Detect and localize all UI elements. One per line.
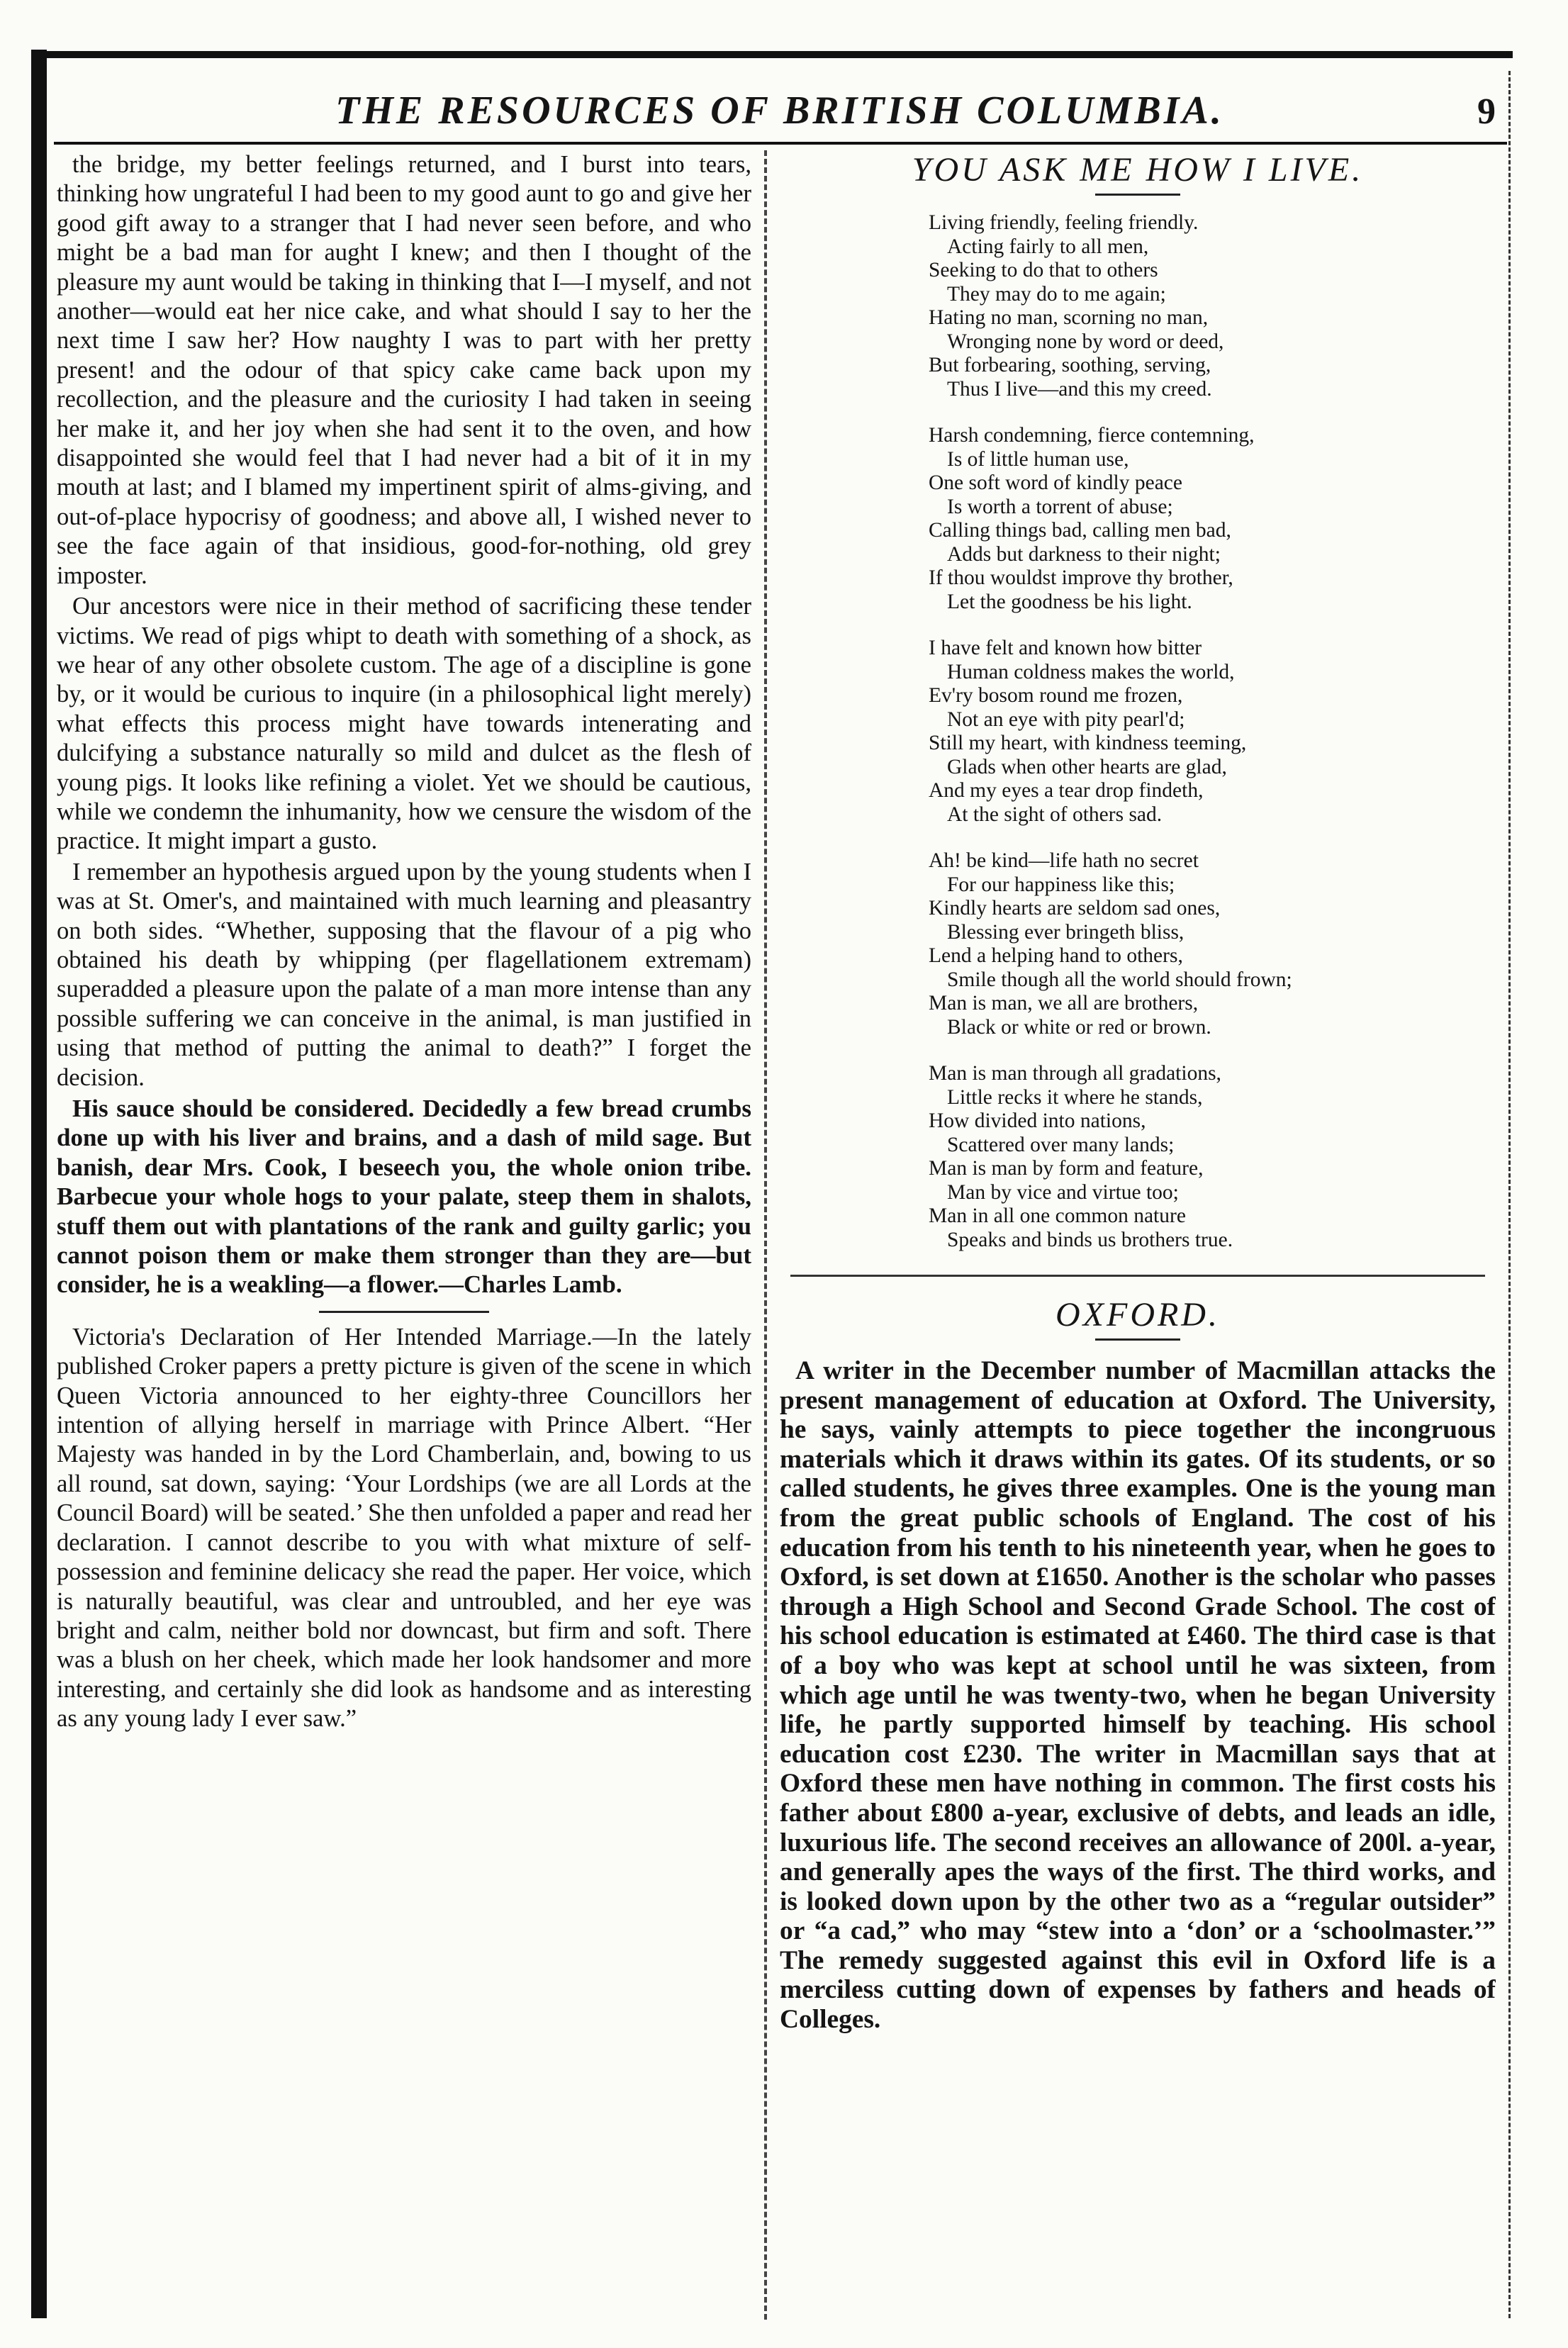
poem-line: Human coldness makes the world, (947, 660, 1235, 683)
right-column (780, 150, 1496, 2327)
poem-stanza (929, 1062, 1496, 1252)
poem-line: Living friendly, feeling friendly. (929, 211, 1199, 234)
poem-line: Still my heart, with kindness teeming, (929, 732, 1247, 754)
poem-line: Man by vice and virtue too; (947, 1180, 1179, 1204)
poem-line: Hating no man, scorning no man, (929, 306, 1209, 329)
section-separator (790, 1275, 1485, 1277)
article-paragraph: His sauce should be considered. Decidedly a few bread crumbs done up with his liver and brains, and a dash of mild sage. But banish, dear Mrs. Cook, I beseech you, the whole onion tribe. Barbecue your whole hogs to your palate, steep them in shalots, stuff them out with plantations of the rank and guilty garlic; you cannot poison them or make them stronger than they are—but consider, he is a weakling—a flower.—Charles Lamb. (57, 1095, 751, 1299)
poem-line: For our happiness like this; (947, 873, 1175, 896)
binding-edge-shadow (31, 50, 47, 2318)
poem-line: Not an eye with pity pearl'd; (947, 708, 1185, 731)
poem-line: Calling things bad, calling men bad, (929, 519, 1231, 542)
poem-line: Man is man through all gradations, (929, 1062, 1221, 1085)
poem-line: At the sight of others sad. (947, 803, 1163, 826)
article-paragraph: I remember an hypothesis argued upon by the young students when I was at St. Omer's, and maintained with much learning and pleasantry on both sides. “Whether, supposing that the flavour of a pig who obtained his death by whipping (per flagellationem extremam) superadded a pleasure upon the palate of a man more intense than any possible suffering we can conceive in the animal, is man justified in using that method of putting the animal to death?” I forget the decision. (57, 858, 751, 1091)
poem-line: And my eyes a tear drop findeth, (929, 779, 1204, 802)
left-column (57, 150, 751, 2327)
poem-stanza (929, 424, 1496, 614)
poem-line: Is of little human use, (947, 447, 1129, 471)
poem-title-rule (1095, 194, 1180, 196)
poem-line: Ev'ry bosom round me frozen, (929, 684, 1183, 707)
poem-line: How divided into nations, (929, 1109, 1146, 1132)
poem-line: Lend a helping hand to others, (929, 944, 1183, 967)
poem-line: But forbearing, soothing, serving, (929, 354, 1211, 376)
poem-line: Thus I live—and this my creed. (947, 377, 1212, 401)
poem-line: Blessing ever bringeth bliss, (947, 920, 1185, 944)
page-header (64, 84, 1496, 139)
poem-line: Man is man by form and feature, (929, 1157, 1204, 1180)
poem-line: Is worth a torrent of abuse; (947, 495, 1173, 518)
poem-line: One soft word of kindly peace (929, 471, 1182, 494)
victoria-article: Victoria's Declaration of Her Intended Marriage.—In the lately published Croker papers a pretty picture is given of the scene in which Queen Victoria announced to her eighty-three Councillors her intention of allying herself in marriage with Prince Albert. “Her Majesty was handed in by the Lord Chamberlain, and, bowing to us all round, sat down, saying: ‘Your Lordships (we are all Lords at the Council Board) will be seated.’ She then unfolded a paper and read her declaration. I cannot describe to you with what mixture of self-possession and feminine delicacy she read the paper. Her voice, which is naturally beautiful, was clear and untroubled, and her eye was bright and calm, neither bold nor downcast, but firm and soft. There was a blush on her cheek, which made her look handsomer and more interesting, and certainly she did look as handsome and as interesting as any young lady I ever saw.” (57, 1323, 751, 1733)
poem-stanza (929, 637, 1496, 827)
poem-line: Wronging none by word or deed, (947, 330, 1224, 353)
oxford-article: A writer in the December number of Macmillan attacks the present management of education at Oxford. The University, he says, vainly attempts to piece together the incongruous materials which it draws within its gates. Of its students, or so called students, he gives three examples. One is the young man from the great public schools of England. The cost of his education from his tenth to his nineteenth year, when he goes to Oxford, is set down at £1650. Another is the scholar who passes through a High School and Second Grade School. The cost of his school education is estimated at £460. The third case is that of a boy who was kept at school until he was sixteen, from which age until he was twenty-two, when he began University life, he partly supported himself by teaching. His school education cost £230. The writer in Macmillan says that at Oxford these men have nothing in common. The first costs his father about £800 a-year, exclusive of debts, and leads an idle, luxurious life. The second receives an allowance of 200l. a-year, and generally apes the ways of the first. The third works, and is looked down upon by the other two as a “regular outsider” or “a cad,” who may “stew into a ‘don’ or a ‘schoolmaster.’” The remedy suggested against this evil in Oxford life is a merciless cutting down of expenses by fathers and heads of Colleges. (780, 1356, 1496, 2035)
header-rule (54, 142, 1507, 145)
article-paragraph: Our ancestors were nice in their method of sacrificing these tender victims. We read of pigs whipt to death with something of a shock, as we hear of any other obsolete custom. The age of a discipline is gone by, or it would be curious to inquire (in a philosophical light merely) what effects this process might have towards intenerating and dulcifying a substance naturally so mild and dulcet as the flesh of young pigs. It looks like refining a violet. Yet we should be cautious, while we condemn the inhumanity, how we censure the wisdom of the practice. It might impart a gusto. (57, 593, 751, 855)
top-border-rule (31, 51, 1513, 58)
page-title: THE RESOURCES OF BRITISH COLUMBIA. (335, 89, 1224, 133)
poem-line: Ah! be kind—life hath no secret (929, 849, 1199, 872)
article-paragraph: the bridge, my better feelings returned, and I burst into tears, thinking how ungrateful I had been to my good aunt to go and give her good gift away to a stranger that I had never seen before, and who might be a bad man for aught I knew; and then I thought of the pleasure my aunt would be taking in thinking that I—I myself, and not another—would eat her nice cake, and what should I say to her the next time I saw her? How naughty I was to part with her pretty present! and the odour of that spicy cake came back upon my recollection, and the pleasure and the curiosity I had taken in seeing her make it, and her joy when she had sent it to the oven, and how disappointed she would feel that I had never had a bit of it in my mouth at last; and I blamed my impertinent spirit of alms-giving, and out-of-place hypocrisy of goodness; and above all, I wished never to see the face again of that insidious, good-for-nothing, old grey imposter. (57, 151, 751, 589)
poem-stanza (929, 211, 1496, 401)
poem-line: Scattered over many lands; (947, 1133, 1175, 1156)
poem-line: Kindly hearts are seldom sad ones, (929, 897, 1221, 919)
poem-line: Harsh condemning, fierce contemning, (929, 424, 1255, 447)
poem-line: Speaks and binds us brothers true. (947, 1228, 1233, 1251)
poem-line: Man in all one common nature (929, 1204, 1186, 1227)
poem-line: If thou wouldst improve thy brother, (929, 566, 1233, 589)
column-divider (764, 150, 767, 2320)
poem-line: They may do to me again; (947, 282, 1166, 306)
oxford-title-rule (1095, 1338, 1180, 1341)
poem-line: Adds but darkness to their night; (947, 542, 1221, 566)
poem-title: YOU ASK ME HOW I LIVE. (912, 151, 1364, 189)
poem-line: Smile though all the world should frown; (947, 968, 1292, 991)
poem-line: Man is man, we all are brothers, (929, 992, 1199, 1014)
poem-stanza (929, 849, 1496, 1039)
poem-line: Little recks it where he stands, (947, 1085, 1203, 1109)
oxford-title: OXFORD. (1055, 1296, 1220, 1334)
page-number: 9 (1477, 91, 1496, 132)
right-border-rule (1508, 71, 1515, 2318)
poem-line: I have felt and known how bitter (929, 637, 1202, 659)
section-separator (319, 1311, 489, 1313)
poem-line: Acting fairly to all men, (947, 235, 1149, 258)
poem (929, 211, 1496, 1252)
poem-line: Let the goodness be his light. (947, 590, 1192, 613)
poem-line: Glads when other hearts are glad, (947, 755, 1227, 778)
poem-line: Seeking to do that to others (929, 259, 1158, 281)
poem-line: Black or white or red or brown. (947, 1015, 1211, 1039)
